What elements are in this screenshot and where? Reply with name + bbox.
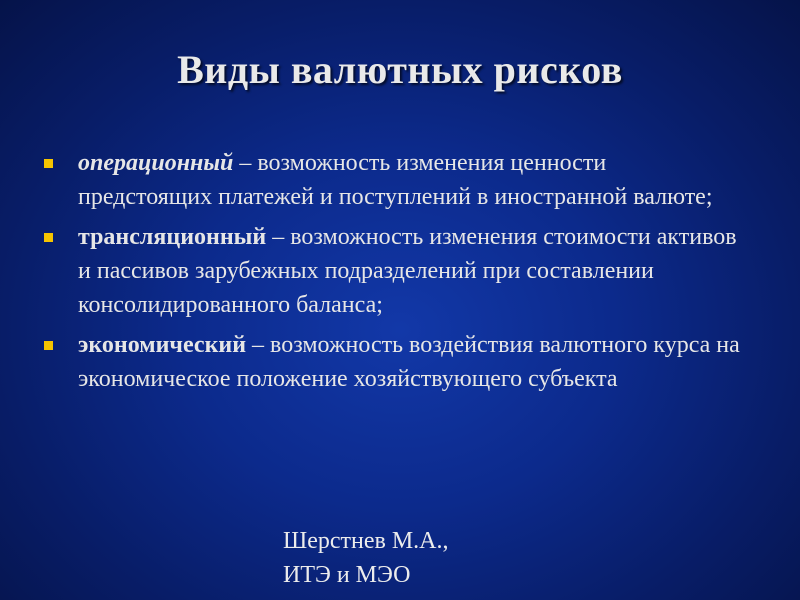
bullet-item-translational bbox=[42, 220, 742, 322]
bullet-text: – возможность изменения стоимости активов и пассивов зарубежных подразделений при составлении консолидированного баланса; bbox=[78, 224, 737, 318]
square-bullet-icon bbox=[44, 233, 53, 242]
square-bullet-icon bbox=[44, 341, 53, 350]
square-bullet-icon bbox=[44, 159, 53, 168]
bullet-list bbox=[42, 146, 742, 402]
author-credit bbox=[283, 524, 449, 592]
bullet-term: операционный bbox=[78, 150, 234, 176]
bullet-text: – возможность изменения ценности предстоящих платежей и поступлений в иностранной валюте; bbox=[78, 150, 713, 210]
author-name: Шерстнев М.А., bbox=[283, 528, 449, 554]
bullet-term: трансляционный bbox=[78, 224, 267, 250]
slide-title: Виды валютных рисков bbox=[177, 47, 623, 92]
bullet-item-economic bbox=[42, 328, 742, 396]
bullet-term: экономический bbox=[78, 332, 247, 358]
bullet-item-operational bbox=[42, 146, 742, 214]
author-affiliation: ИТЭ и МЭО bbox=[283, 562, 411, 588]
bullet-text: – возможность воздействия валютного курса на экономическое положение хозяйствующего субъекта bbox=[78, 332, 740, 392]
